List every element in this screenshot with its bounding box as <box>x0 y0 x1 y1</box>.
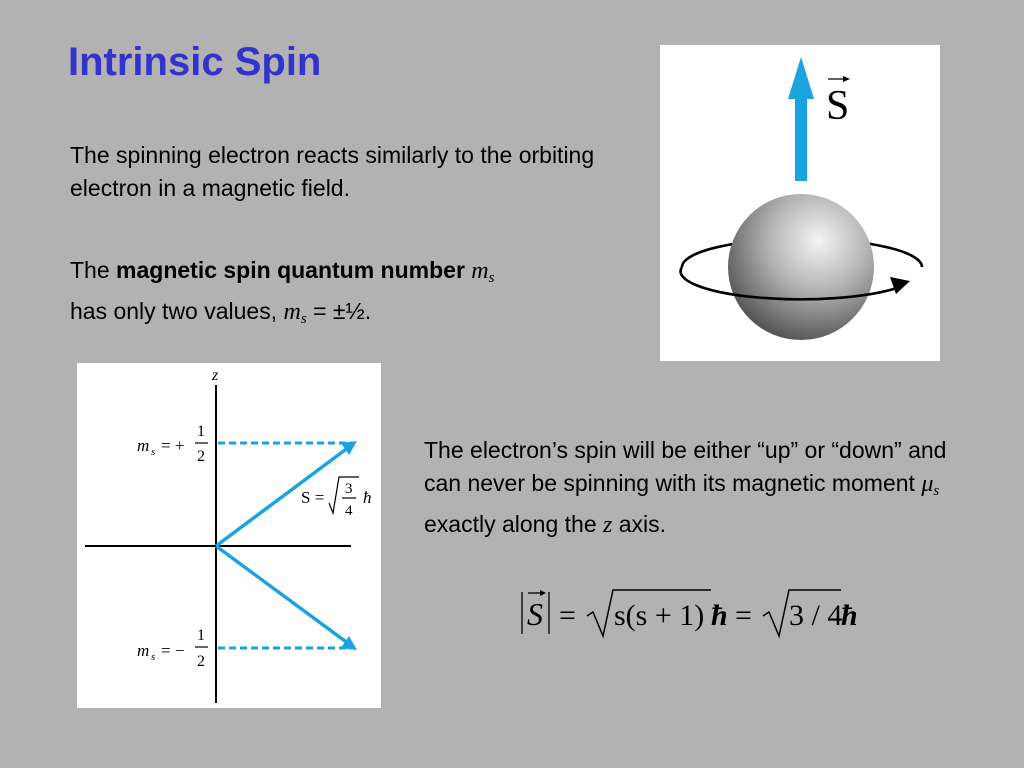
p2-bold-term: magnetic spin quantum number <box>116 257 465 283</box>
ms-minus-sub: s <box>151 651 156 663</box>
eq-hbar-2: ħ <box>841 599 858 632</box>
p3-text-c: axis. <box>612 511 667 537</box>
ms-minus-frac-num: 1 <box>197 627 205 644</box>
eq-lhs-s: S <box>527 596 543 632</box>
eq-equals-1: = <box>559 599 576 632</box>
electron-sphere <box>728 194 874 340</box>
ms-eq-base: m <box>283 299 301 325</box>
mu-base: μ <box>921 471 934 497</box>
mu-s-symbol <box>921 471 939 497</box>
orbit-arrow-head <box>890 277 910 294</box>
ms-plus-frac-num: 1 <box>197 423 205 440</box>
ms-minus-sign: = − <box>161 641 185 660</box>
spin-magnitude-equation-svg <box>515 578 865 640</box>
spin-up-vector <box>216 447 349 546</box>
eq-hbar-1: ħ <box>711 599 728 632</box>
vector-label-s: S <box>826 83 850 129</box>
eq-sqrt-2-content: 3 / 4 <box>789 599 843 632</box>
s-sqrt-sign <box>329 477 359 513</box>
p2-line2-prefix: has only two values, <box>70 298 284 324</box>
spin-vector-diagram <box>77 363 381 708</box>
spin-diagram-svg <box>77 363 381 708</box>
ms-minus-frac-den: 2 <box>197 653 205 670</box>
ms-symbol <box>471 258 494 284</box>
z-symbol: z <box>603 512 613 538</box>
s-frac-num: 3 <box>345 481 353 497</box>
spin-vector-head <box>788 57 814 99</box>
eq-equals-2: = <box>735 599 752 632</box>
ms-plus-symbol: m <box>137 436 150 455</box>
eq-sqrt-1-content: s(s + 1) <box>614 599 705 632</box>
ms-eq-rest: = ±½. <box>306 298 372 324</box>
spin-down-vector <box>216 546 349 644</box>
spinning-sphere-svg <box>660 45 940 361</box>
ms-symbol-sub: s <box>488 270 495 286</box>
paragraph-spin-quantum-number <box>70 254 630 336</box>
spin-magnitude-equation <box>515 578 865 640</box>
paragraph-spinning-electron: The spinning electron reacts similarly to the orbiting electron in a magnetic field. <box>70 142 595 201</box>
ms-eq-sub: s <box>300 311 307 327</box>
s-frac-den: 4 <box>345 503 353 519</box>
s-hbar: ħ <box>363 488 372 507</box>
ms-eq-symbol <box>284 299 307 325</box>
paragraph-spin-direction <box>424 434 984 542</box>
ms-plus-sub: s <box>151 446 156 458</box>
p3-text-a: The electron’s spin will be either “up” or “down” and can never be spinning with its magnetic moment <box>424 437 947 496</box>
spinning-sphere-figure <box>660 45 940 361</box>
slide-title: Intrinsic Spin <box>68 40 322 84</box>
p2-prefix: The <box>70 257 117 283</box>
p3-text-b: exactly along the <box>424 511 604 537</box>
mu-sub: s <box>933 483 940 499</box>
ms-plus-frac-den: 2 <box>197 448 205 465</box>
ms-plus-sign: = + <box>161 436 185 455</box>
spin-vector-shaft <box>795 95 807 181</box>
z-axis-label: z <box>212 367 219 384</box>
ms-minus-symbol: m <box>137 641 150 660</box>
ms-symbol-base: m <box>471 258 489 284</box>
vector-label-arrow-head <box>843 76 850 82</box>
s-magnitude-label: S = <box>301 488 325 507</box>
